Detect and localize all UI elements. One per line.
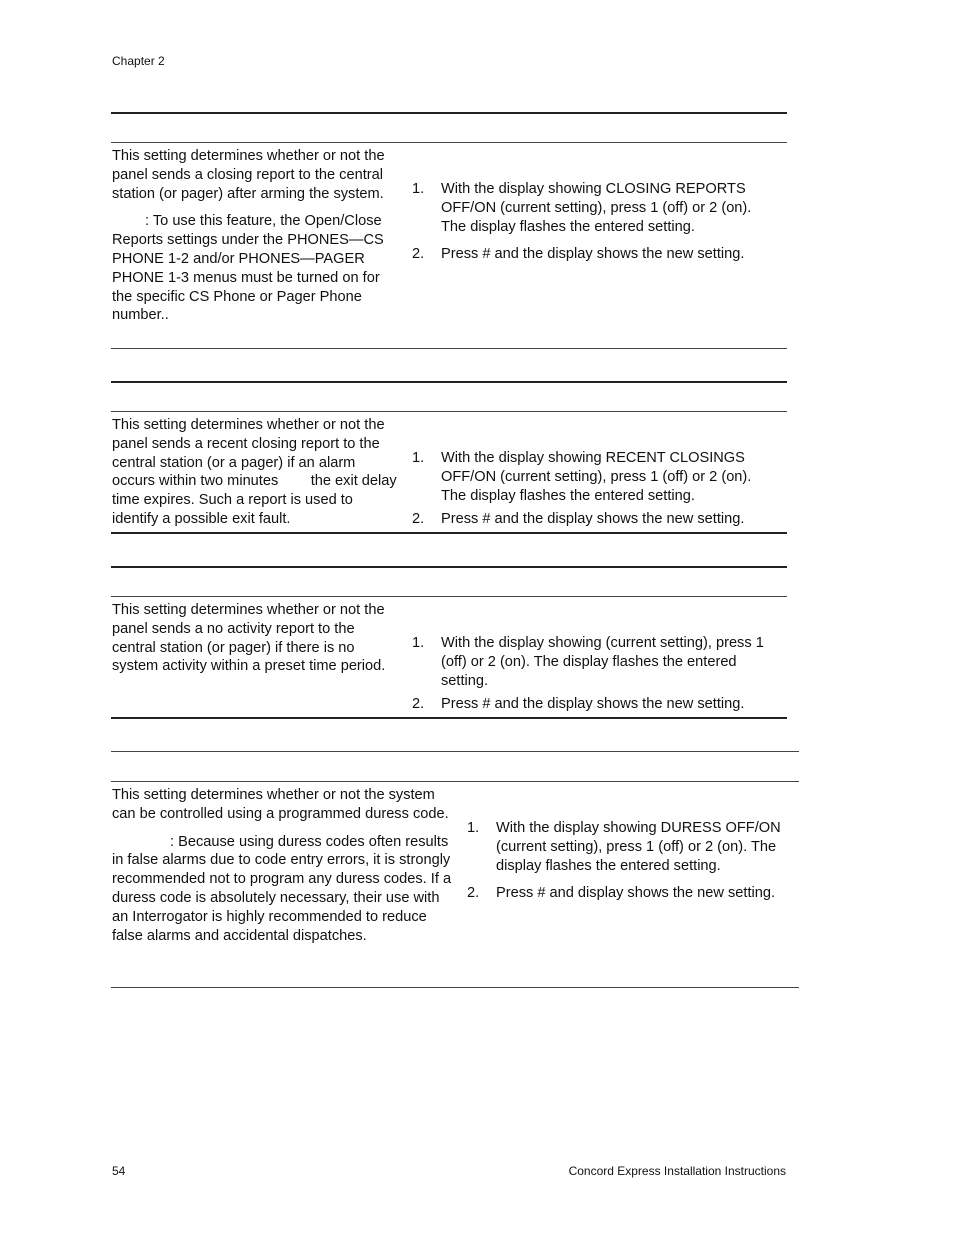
step-item [412,634,774,690]
step-number: 1. [412,635,425,651]
section-header-rule [111,142,787,143]
section-bottom-rule [111,532,787,534]
step-text: With the display showing CLOSING REPORTS OFF/ON (current setting), press 1 (off) or 2 (on). The display flashes the entered setting. [441,181,752,235]
step-number: 1. [467,820,480,836]
section-bottom-rule [111,348,787,349]
step-number: 2. [412,246,425,263]
step-text: Press # and the display shows the new setting. [441,511,745,528]
step-item [412,695,774,714]
setting-description [112,601,400,685]
step-number: 1. [412,450,425,466]
section-top-rule [111,751,799,752]
step-item [412,245,774,264]
page-number: 54 [112,1164,126,1178]
step-item [412,510,774,529]
description-paragraph: This setting determines whether or not the panel sends a no activity report to the central station (or pager) if there is no system activity within a preset time period. [112,602,386,675]
section-top-rule [111,566,787,568]
section-top-rule [111,381,787,383]
step-text: With the display showing (current setting), press 1 (off) or 2 (on). The display flashes the entered setting. [441,635,764,689]
description-paragraph: This setting determines whether or not the panel sends a closing report to the central station (or pager) after arming the system. [112,148,385,202]
document-title: Concord Express Installation Instructions [568,1164,786,1178]
note-paragraph: : To use this feature, the Open/Close Reports settings under the PHONES—CS PHONE 1-2 and/or PHONES—PAGER PHONE 1-3 menus must be turned on for the specific CS Phone or Pager Phone number.. [112,213,384,324]
step-item [412,180,774,236]
section-header-rule [111,411,787,412]
step-item [412,449,774,505]
setting-steps [467,819,797,912]
step-item [467,819,797,875]
section-bottom-rule [111,987,799,988]
step-item [467,884,797,903]
setting-steps [412,180,774,273]
step-text: Press # and the display shows the new setting. [441,696,745,713]
step-text: Press # and display shows the new setting. [496,885,776,902]
section-top-rule [111,112,787,114]
step-text: With the display showing RECENT CLOSINGS OFF/ON (current setting), press 1 (off) or 2 (on). The display flashes the entered setting. [441,450,752,504]
setting-description [112,786,454,954]
chapter-header: Chapter 2 [112,54,165,68]
setting-steps [412,634,774,723]
step-number: 2. [467,885,480,902]
setting-description [112,147,400,334]
note-paragraph: : Because using duress codes often results in false alarms due to code entry errors, it is strongly recommended not to program any duress codes. If a duress code is absolutely necessary, their use with an Interrogator is highly recommended to reduce false alarms and accidental dispatches. [112,833,452,944]
setting-steps [412,449,774,538]
section-header-rule [111,781,799,782]
section-header-rule [111,596,787,597]
section-bottom-rule [111,717,787,719]
description-paragraph: This setting determines whether or not the panel sends a recent closing report to the central station (or a pager) if an alarm occurs within two minutes the exit delay time expires. Such a report is used to identify a possible exit fault. [112,417,401,527]
step-number: 1. [412,181,425,197]
step-number: 2. [412,511,425,528]
step-text: Press # and the display shows the new setting. [441,246,745,263]
setting-description [112,416,400,538]
step-text: With the display showing DURESS OFF/ON (current setting), press 1 (off) or 2 (on). The display flashes the entered setting. [496,820,781,874]
step-number: 2. [412,696,425,713]
description-paragraph: This setting determines whether or not the system can be controlled using a programmed duress code. [112,787,449,822]
